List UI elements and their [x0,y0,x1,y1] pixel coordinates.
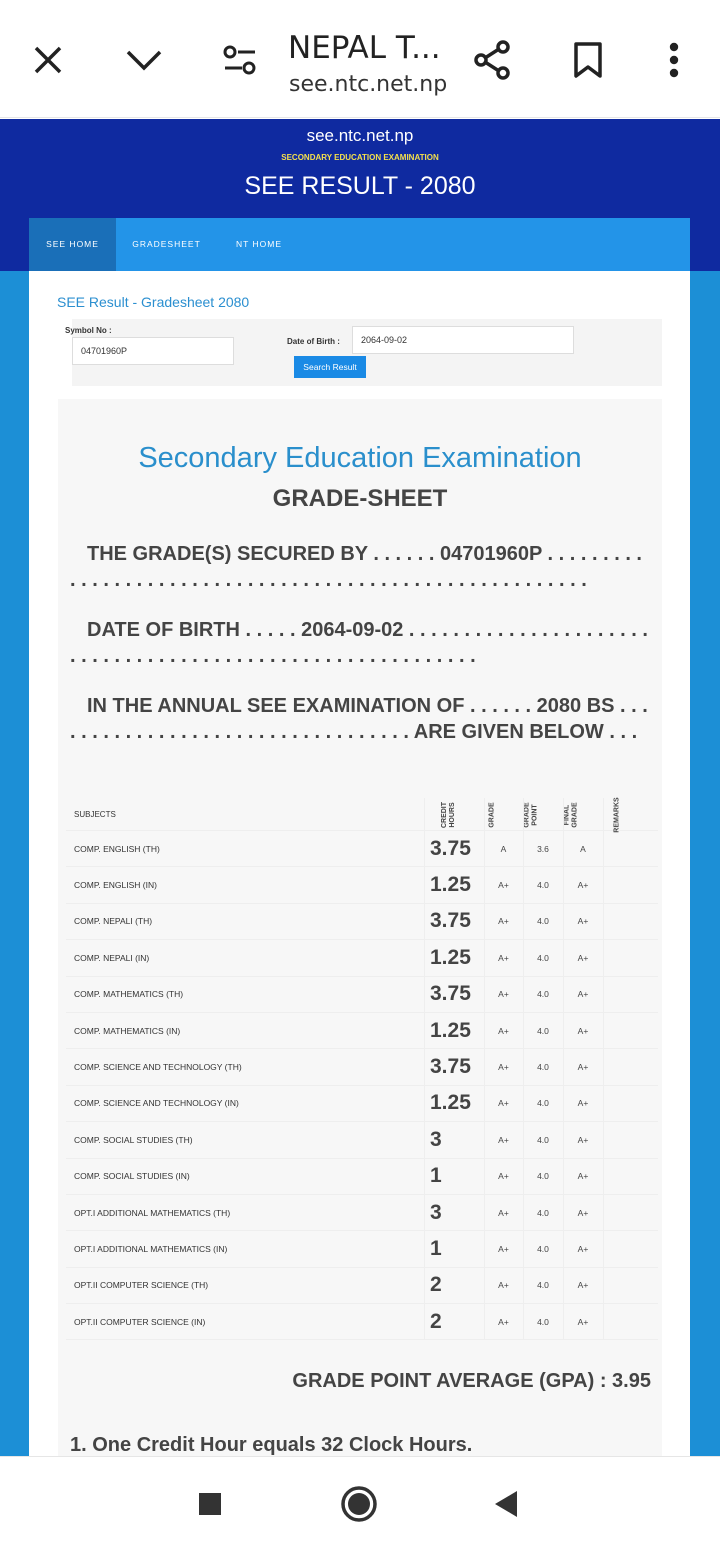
nav-see-home[interactable]: SEE HOME [29,218,116,271]
final-grade-cell: A+ [577,1134,589,1145]
grade-cell: A+ [498,1025,509,1036]
gpa-summary: GRADE POINT AVERAGE (GPA) : 3.95 [292,1370,651,1392]
col-credit-hours: CREDIT HOURS [441,801,456,828]
final-grade-cell: A+ [577,1098,589,1109]
col-subjects: SUBJECTS [74,809,116,819]
subject-cell: COMP. ENGLISH (TH) [74,843,160,854]
page-url[interactable]: see.ntc.net.np [289,72,448,97]
grade-point-cell: 4.0 [537,1134,549,1145]
home-circle-icon[interactable] [339,1484,379,1524]
site-header [0,119,720,271]
secured-by-line: THE GRADE(S) SECURED BY . . . . . . 04701960P . . . . . . . . . . . . . . . . . . . . . . . . . . . . . . . . . . . . . . . . . . . . . . . . . . . . . . . . [70,543,642,591]
subject-cell: OPT.I ADDITIONAL MATHEMATICS (TH) [74,1207,231,1218]
grade-point-cell: 4.0 [537,880,549,891]
table-row [66,1268,658,1304]
grade-cell: A+ [498,1134,509,1145]
grade-point-cell: 4.0 [537,1280,549,1291]
credit-hours-cell: 3.75 [430,982,471,1006]
grade-point-cell: 4.0 [537,989,549,1000]
subject-cell: COMP. MATHEMATICS (IN) [74,1025,181,1036]
col-final-grade: FINAL GRADE [564,801,579,828]
subject-cell: COMP. NEPALI (TH) [74,916,153,927]
credit-hours-cell: 3.75 [430,836,471,860]
final-grade-cell: A+ [577,916,589,927]
credit-hours-cell: 3 [430,1200,442,1224]
credit-hours-cell: 1 [430,1164,442,1188]
final-grade-cell: A [580,843,586,854]
close-icon[interactable] [22,34,74,86]
more-vert-icon[interactable] [648,34,700,86]
breadcrumb[interactable]: SEE Result - Gradesheet 2080 [57,294,250,310]
site-subtitle: SECONDARY EDUCATION EXAMINATION [281,153,439,162]
final-grade-cell: A+ [577,1280,589,1291]
grade-cell: A+ [498,989,509,1000]
final-grade-cell: A+ [577,1062,589,1073]
grade-point-cell: 4.0 [537,916,549,927]
final-grade-cell: A+ [577,1171,589,1182]
table-row [66,1231,658,1267]
grade-cell: A+ [498,1207,509,1218]
page-settings-icon[interactable] [214,34,266,86]
table-row [66,977,658,1013]
subject-cell: COMP. SOCIAL STUDIES (TH) [74,1134,193,1145]
credit-hours-cell: 1.25 [430,1018,471,1042]
subject-cell: COMP. NEPALI (IN) [74,952,150,963]
subject-cell: COMP. SCIENCE AND TECHNOLOGY (TH) [74,1062,242,1073]
grade-cell: A+ [498,1316,509,1327]
grade-cell: A+ [498,952,509,963]
table-row [66,1195,658,1231]
grade-point-cell: 4.0 [537,1207,549,1218]
credit-hour-note: 1. One Credit Hour equals 32 Clock Hours. [70,1434,473,1456]
grade-sheet [58,399,662,1456]
table-row [66,904,658,940]
final-grade-cell: A+ [577,952,589,963]
table-row [66,1013,658,1049]
table-body [66,831,658,1340]
share-icon[interactable] [466,34,518,86]
grade-point-cell: 4.0 [537,1316,549,1327]
credit-hours-cell: 1.25 [430,1091,471,1115]
site-domain: see.ntc.net.np [306,126,414,145]
credit-hours-cell: 3.75 [430,1055,471,1079]
table-row [66,1122,658,1158]
col-grade: GRADE [489,801,496,828]
exam-line: IN THE ANNUAL SEE EXAMINATION OF . . . . . . 2080 BS . . . . . . . . . . . . . . . . . . . . . . . . . . . . . . . . . . ARE GIVEN BELOW . . . [70,695,648,743]
dob-line: DATE OF BIRTH . . . . . 2064-09-02 . . . . . . . . . . . . . . . . . . . . . . . . . . . . . . . . . . . . . . . . . . . . . . . . . . . . . . . . . . . [70,619,648,667]
dob-input[interactable]: 2064-09-02 [352,326,574,354]
browser-toolbar [0,0,720,118]
grade-point-cell: 4.0 [537,1243,549,1254]
credit-hours-cell: 2 [430,1273,442,1297]
subject-cell: COMP. SOCIAL STUDIES (IN) [74,1171,190,1182]
nav-nt-home[interactable]: NT HOME [235,239,283,249]
subject-cell: OPT.II COMPUTER SCIENCE (TH) [74,1280,209,1291]
main-nav [29,218,690,271]
col-remarks: REMARKS [613,796,621,833]
col-grade-point: GRADE POINT [524,801,539,828]
search-result-button[interactable]: Search Result [294,356,366,378]
page-title: NEPAL T... [288,30,441,66]
stop-square-icon[interactable] [190,1484,230,1524]
content-card [29,271,690,1456]
back-triangle-icon[interactable] [486,1484,526,1524]
table-row [66,1304,658,1340]
credit-hours-cell: 3.75 [430,909,471,933]
system-nav-bar [0,1456,720,1550]
subject-cell: OPT.II COMPUTER SCIENCE (IN) [74,1316,206,1327]
chevron-down-icon[interactable] [118,34,170,86]
bookmark-icon[interactable] [562,34,614,86]
subject-cell: COMP. MATHEMATICS (TH) [74,989,184,1000]
final-grade-cell: A+ [577,880,589,891]
grade-cell: A+ [498,1243,509,1254]
final-grade-cell: A+ [577,1207,589,1218]
final-grade-cell: A+ [577,989,589,1000]
nav-gradesheet[interactable]: GRADESHEET [132,239,201,249]
grades-table [66,798,658,1340]
grade-point-cell: 3.6 [537,843,549,854]
subject-cell: COMP. ENGLISH (IN) [74,880,157,891]
table-row [66,831,658,867]
site-title: SEE RESULT - 2080 [244,172,476,200]
table-row [66,867,658,903]
dob-label: Date of Birth : [287,337,340,346]
symbol-input[interactable]: 04701960P [72,337,234,365]
symbol-label: Symbol No : [65,326,112,335]
grade-cell: A+ [498,916,509,927]
grade-cell: A+ [498,880,509,891]
grade-point-cell: 4.0 [537,1098,549,1109]
table-row [66,1159,658,1195]
grade-cell: A+ [498,1171,509,1182]
table-row [66,1086,658,1122]
table-header [66,798,658,831]
credit-hours-cell: 3 [430,1127,442,1151]
subject-cell: OPT.I ADDITIONAL MATHEMATICS (IN) [74,1243,228,1254]
final-grade-cell: A+ [577,1025,589,1036]
final-grade-cell: A+ [577,1316,589,1327]
credit-hours-cell: 2 [430,1309,442,1333]
final-grade-cell: A+ [577,1243,589,1254]
grade-cell: A+ [498,1062,509,1073]
grade-point-cell: 4.0 [537,952,549,963]
grade-cell: A [500,843,507,854]
grade-point-cell: 4.0 [537,1062,549,1073]
grade-point-cell: 4.0 [537,1171,549,1182]
credit-hours-cell: 1.25 [430,873,471,897]
table-row [66,940,658,976]
sheet-title: Secondary Education Examination [138,442,582,474]
subject-cell: COMP. SCIENCE AND TECHNOLOGY (IN) [74,1098,239,1109]
sheet-subtitle: GRADE-SHEET [272,485,448,512]
search-form [65,319,662,386]
credit-hours-cell: 1 [430,1236,442,1260]
grade-cell: A+ [498,1098,509,1109]
grade-point-cell: 4.0 [537,1025,549,1036]
grade-cell: A+ [498,1280,509,1291]
credit-hours-cell: 1.25 [430,945,471,969]
table-row [66,1049,658,1085]
